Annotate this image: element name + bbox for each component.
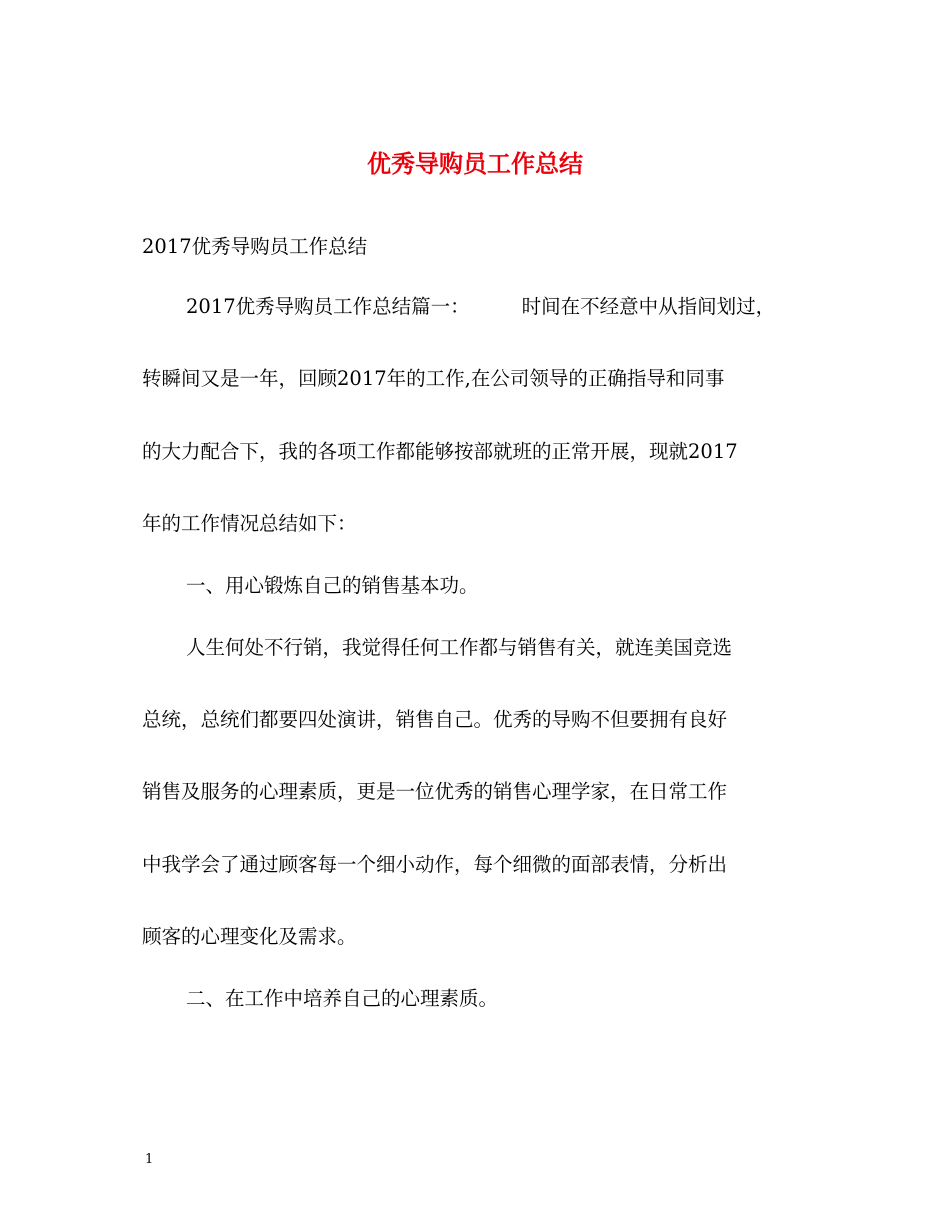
- paragraph-line: 总统，总统们都要四处演讲，销售自己。优秀的导购不但要拥有良好: [142, 708, 728, 731]
- paragraph-line: 中我学会了通过顾客每一个细小动作，每个细微的面部表情，分析出: [142, 853, 728, 876]
- section-heading-part-one: 2017优秀导购员工作总结篇一：: [186, 295, 470, 318]
- paragraph-line: 转瞬间又是一年，回顾2017年的工作,在公司领导的正确指导和同事: [142, 367, 725, 390]
- paragraph-line: 顾客的心理变化及需求。: [142, 925, 357, 948]
- section-heading: 一、用心锻炼自己的销售基本功。: [186, 574, 479, 597]
- paragraph-text: 时间在不经意中从指间划过，: [521, 295, 776, 318]
- paragraph-line: 销售及服务的心理素质，更是一位优秀的销售心理学家，在日常工作: [142, 780, 728, 803]
- paragraph-line: 的大力配合下，我的各项工作都能够按部就班的正常开展，现就2017: [142, 440, 738, 463]
- paragraph-line: 年的工作情况总结如下：: [142, 512, 357, 535]
- section-heading: 二、在工作中培养自己的心理素质。: [186, 987, 499, 1010]
- paragraph-line: 人生何处不行销，我觉得任何工作都与销售有关，就连美国竞选: [186, 636, 733, 659]
- document-title: 优秀导购员工作总结: [367, 150, 583, 178]
- paragraph-line: [186, 294, 775, 320]
- page-number: 1: [145, 1152, 154, 1167]
- document-subtitle: 2017优秀导购员工作总结: [142, 235, 368, 258]
